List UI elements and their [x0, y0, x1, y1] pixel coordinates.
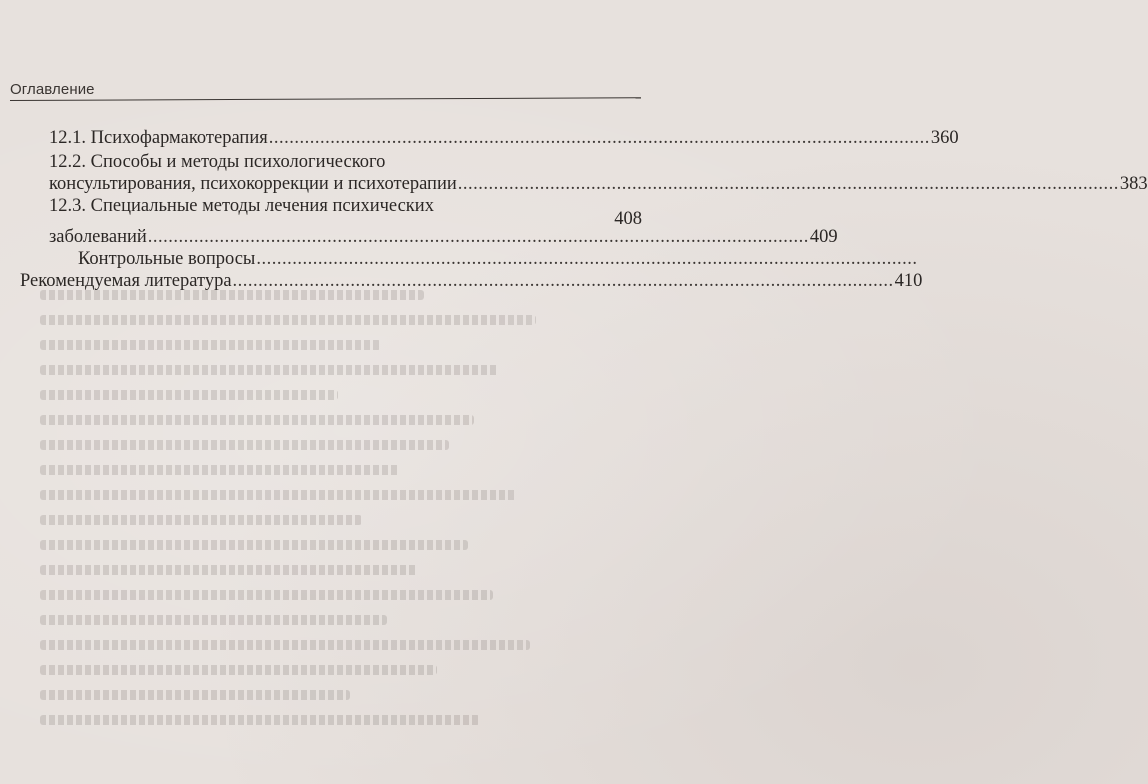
- toc-entry-title: Контрольные вопросы: [78, 249, 256, 269]
- toc-entry-12-2: [49, 151, 1148, 195]
- toc-entry-title: 12.2. Способы и методы психологического: [49, 152, 386, 172]
- toc-page-number: 410: [894, 271, 923, 291]
- toc-page-number: 360: [930, 128, 959, 148]
- toc-entry-title-cont: заболеваний: [49, 227, 147, 247]
- bleed-through-text: [40, 290, 660, 770]
- toc-entry-title: Рекомендуемая литература: [20, 271, 232, 291]
- toc-page-number: 408: [614, 209, 642, 229]
- toc-leader-dots: .................................................................................................................................: [147, 227, 809, 247]
- toc-leader-dots: .................................................................................................................................: [268, 128, 930, 148]
- toc-page-number: 409: [809, 227, 838, 247]
- toc-leader-dots: .................................................................................................................................: [457, 174, 1119, 194]
- toc-entry-title-cont: консультирования, психокоррекции и психотерапии: [49, 174, 457, 194]
- running-head-title: Оглавление: [10, 81, 95, 98]
- toc-entry-title: 12.1. Психофармакотерапия: [49, 128, 268, 148]
- toc-entry-recommended-literature: [20, 270, 923, 292]
- header-rule: [10, 97, 641, 101]
- toc-entry-review-questions: [78, 248, 918, 270]
- toc-page-number: 383: [1119, 174, 1148, 194]
- toc-entry-12-1: [49, 127, 959, 149]
- toc-entry-title: 12.3. Специальные методы лечения психических: [49, 196, 434, 216]
- toc-leader-dots: .................................................................................................................................: [256, 249, 918, 269]
- toc-entry-12-3-cont: [49, 226, 838, 248]
- toc-leader-dots: .................................................................................................................................: [232, 271, 894, 291]
